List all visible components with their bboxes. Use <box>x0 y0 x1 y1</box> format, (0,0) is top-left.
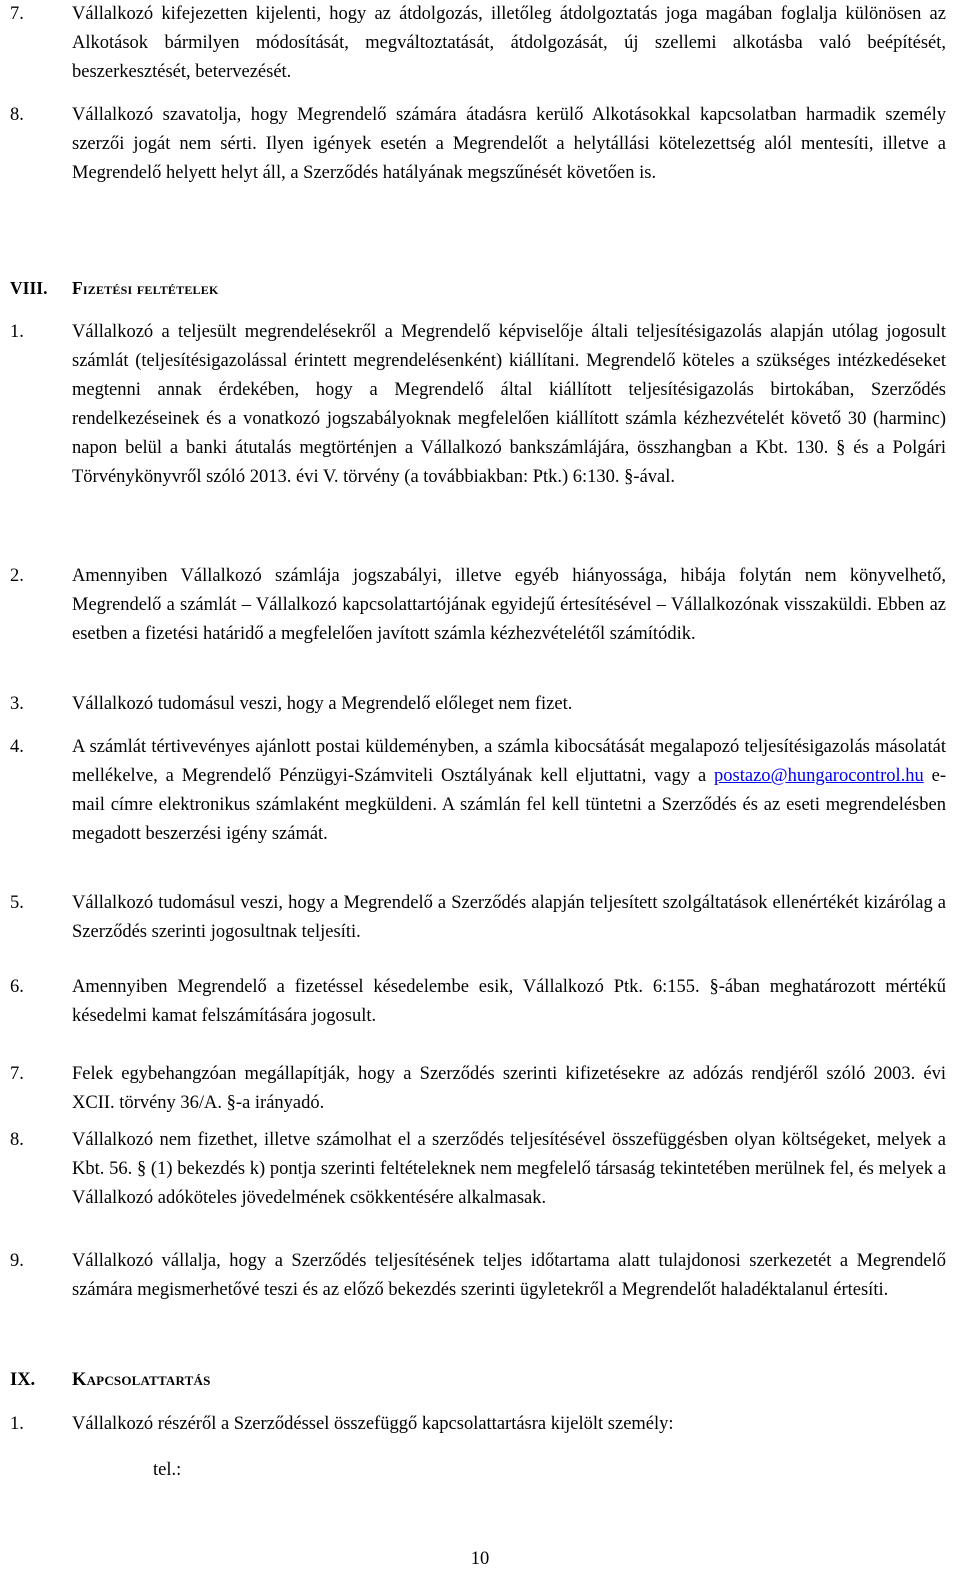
clause-text: Amennyiben Megrendelő a fizetéssel késedelembe esik, Vállalkozó Ptk. 6:155. §-ában meghatározott mértékű késedelmi kamat felszámítására jogosult. <box>72 977 946 1026</box>
clause-text-part: e-mail címre elektronikus számlaként megküldeni. A számlán fel kell tüntetni a Szerződés és az eseti megrendelésben megadott beszerzési igény számát. <box>72 766 946 844</box>
clause-number: 7. <box>10 1064 24 1084</box>
clause-viii-8 <box>10 1126 946 1213</box>
clause-vii-8 <box>10 101 946 188</box>
clause-text: Vállalkozó kifejezetten kijelenti, hogy az átdolgozás, illetőleg átdolgoztatás joga magában foglalja különösen az Alkotások bármilyen módosítását, megváltoztatását, átdolgozását, új szellemi alkotásba való beépítését, beszerkesztését, betervezését. <box>72 4 946 82</box>
email-link[interactable]: postazo@hungarocontrol.hu <box>714 766 924 786</box>
clause-number: 7. <box>10 4 24 24</box>
section-title: Fizetési feltételek <box>72 278 219 298</box>
clause-text <box>72 733 946 849</box>
clause-number: 4. <box>10 737 24 757</box>
clause-text: Vállalkozó tudomásul veszi, hogy a Megrendelő előleget nem fizet. <box>72 694 573 714</box>
clause-viii-7 <box>10 1060 946 1118</box>
clause-text: Vállalkozó szavatolja, hogy Megrendelő számára átadásra kerülő Alkotásokkal kapcsolatban harmadik személy szerzői jogát nem sérti. Ilyen igények esetén a Megrendelőt a helytállási kötelezettség alól mentesíti, illetve a Megrendelő helyett helyt áll, a Szerződés hatályának megszűnését követően is. <box>72 105 946 183</box>
clause-viii-4 <box>10 733 946 849</box>
clause-viii-3 <box>10 690 946 719</box>
clause-text-part: A számlát tértivevényes ajánlott postai küldeményben, a számla kibocsátását megalapozó teljesítésigazolás másolatát mellékelve, a Megrendelő Pénzügyi-Számviteli Osztályának kell eljuttatni, vagy a <box>72 737 946 786</box>
tel-label: tel.: <box>153 1460 182 1480</box>
clause-number: 8. <box>10 105 24 125</box>
clause-number: 9. <box>10 1251 24 1271</box>
clause-text: Vállalkozó részéről a Szerződéssel összefüggő kapcsolattartásra kijelölt személy: <box>72 1414 674 1434</box>
section-number: IX. <box>10 1370 36 1390</box>
clause-number: 2. <box>10 566 24 586</box>
clause-text: Vállalkozó vállalja, hogy a Szerződés teljesítésének teljes időtartama alatt tulajdonosi szerkezetét a Megrendelő számára megismerhetővé teszi és az előző bekezdés szerinti ügyletekről a Megrendelőt haladéktalanul értesíti. <box>72 1251 946 1300</box>
section-number: VIII. <box>10 278 48 298</box>
clause-text: Vállalkozó tudomásul veszi, hogy a Megrendelő a Szerződés alapján teljesített szolgáltatások ellenértékét kizárólag a Szerződés szerinti jogosultnak teljesíti. <box>72 893 946 942</box>
clause-viii-2 <box>10 562 946 649</box>
clause-number: 6. <box>10 977 24 997</box>
clause-vii-7 <box>10 0 946 87</box>
clause-number: 1. <box>10 322 24 342</box>
clause-viii-5 <box>10 889 946 947</box>
clause-number: 1. <box>10 1414 24 1434</box>
clause-text: Vállalkozó a teljesült megrendelésekről a Megrendelő képviselője általi teljesítésigazolás alapján utólag jogosult számlát (teljesítésigazolással érintett megrendelésenként) kiállítani. Megrendelő köteles a szükséges intézkedéseket megtenni annak érdekében, hogy a Megrendelő által kiállított teljesítésigazolás birtokában, Szerződés rendelkezéseinek és a vonatkozó jogszabályoknak megfelelően kiállított számla kézhezvételét követő 30 (harminc) napon belül a banki átutalás megtörténjen a Vállalkozó bankszámlájára, összhangban a Kbt. 130. § és a Polgári Törvénykönyvről szóló 2013. évi V. törvény (a továbbiakban: Ptk.) 6:130. §-ával. <box>72 322 946 487</box>
clause-viii-6 <box>10 973 946 1031</box>
section-heading-viii <box>10 274 219 303</box>
clause-number: 5. <box>10 893 24 913</box>
section-heading-ix <box>10 1366 211 1395</box>
clause-number: 3. <box>10 694 24 714</box>
clause-text: Vállalkozó nem fizethet, illetve számolhat el a szerződés teljesítésével összefüggésben olyan költségeket, melyek a Kbt. 56. § (1) bekezdés k) pontja szerinti feltételeknek nem megfelelő társaság tekintetében merülnek fel, és melyek a Vállalkozó adóköteles jövedelmének csökkentésére alkalmasak. <box>72 1130 946 1208</box>
clause-viii-9 <box>10 1247 946 1305</box>
clause-viii-1 <box>10 318 946 492</box>
section-title: Kapcsolattartás <box>72 1370 211 1390</box>
clause-text: Felek egybehangzóan megállapítják, hogy a Szerződés szerinti kifizetésekre az adózás rendjéről szóló 2003. évi XCII. törvény 36/A. §-a irányadó. <box>72 1064 946 1113</box>
clause-number: 8. <box>10 1130 24 1150</box>
page-number: 10 <box>470 1549 490 1569</box>
clause-ix-1 <box>10 1410 946 1439</box>
clause-text: Amennyiben Vállalkozó számlája jogszabályi, illetve egyéb hiányossága, hibája folytán nem könyvelhető, Megrendelő a számlát – Vállalkozó kapcsolattartójának egyidejű értesítésével – Vállalkozónak visszaküldi. Ebben az esetben a fizetési határidő a megfelelően javított számla kézhezvételétől számítódik. <box>72 566 946 644</box>
